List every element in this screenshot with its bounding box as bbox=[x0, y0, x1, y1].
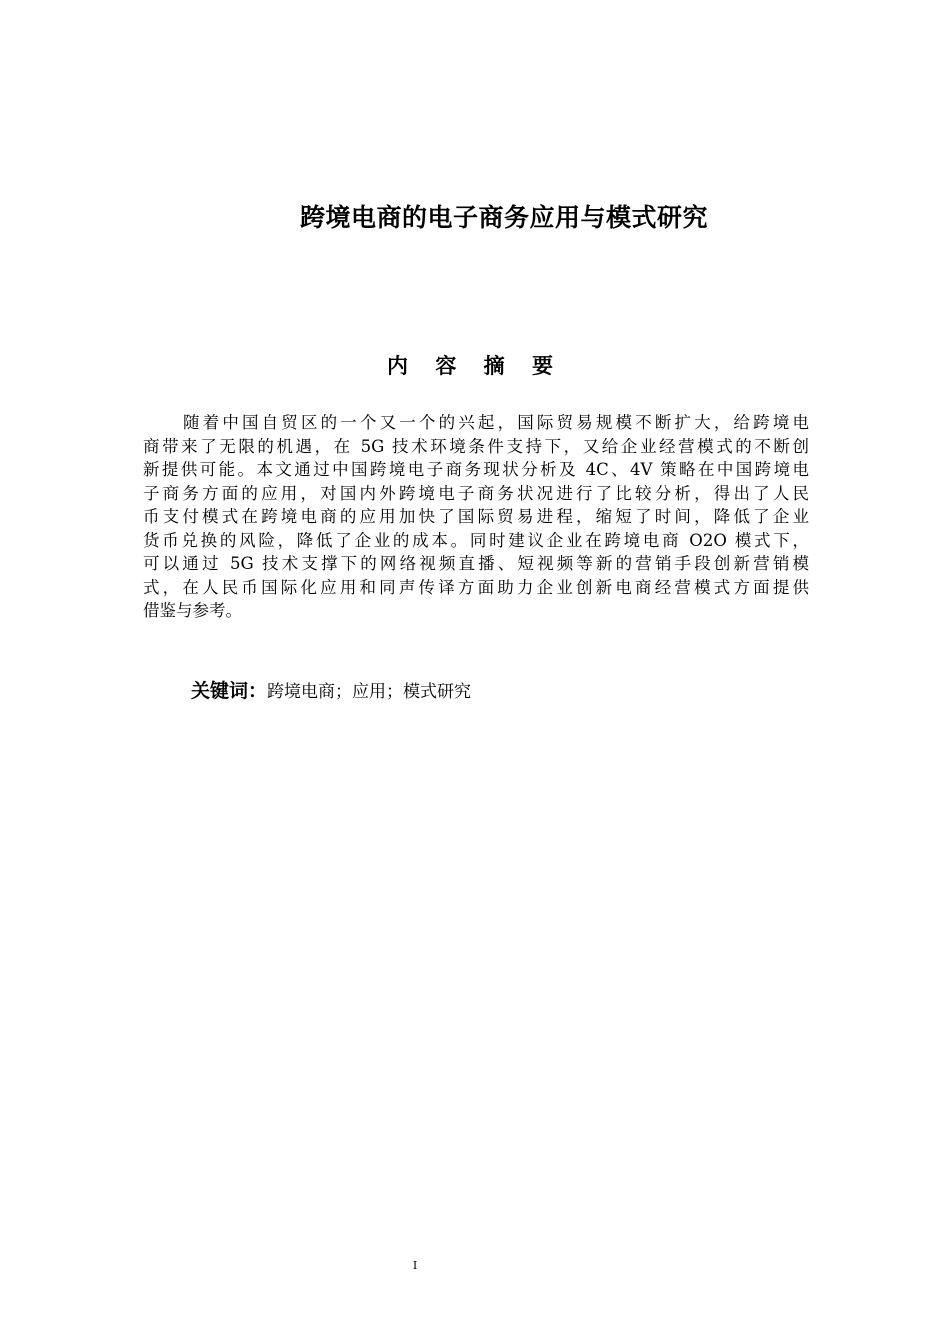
page-number: I bbox=[412, 1259, 418, 1272]
abstract-body bbox=[143, 411, 809, 623]
abstract-line: 随着中国自贸区的一个又一个的兴起，国际贸易规模不断扩大，给跨境电 bbox=[183, 413, 809, 432]
abstract-line: 可以通过 5G 技术支撑下的网络视频直播、短视频等新的营销手段创新营销模 bbox=[143, 554, 809, 573]
abstract-line: 新提供可能。本文通过中国跨境电子商务现状分析及 4C、4V 策略在中国跨境电 bbox=[143, 460, 809, 479]
abstract-heading: 内 容 摘 要 bbox=[387, 354, 563, 378]
abstract-line: 币支付模式在跨境电商的应用加快了国际贸易进程，缩短了时间，降低了企业 bbox=[143, 507, 809, 526]
keywords bbox=[191, 676, 471, 707]
abstract-line: 货币兑换的风险，降低了企业的成本。同时建议企业在跨境电商 O2O 模式下， bbox=[143, 530, 809, 550]
abstract-line: 子商务方面的应用，对国内外跨境电子商务状况进行了比较分析，得出了人民 bbox=[143, 483, 809, 503]
keywords-value: 跨境电商；应用；模式研究 bbox=[267, 682, 472, 702]
abstract-line: 商带来了无限的机遇，在 5G 技术环境条件支持下，又给企业经营模式的不断创 bbox=[143, 436, 809, 456]
document-title: 跨境电商的电子商务应用与模式研究 bbox=[299, 203, 708, 232]
keywords-label: 关键词： bbox=[191, 680, 268, 702]
abstract-line: 借鉴与参考。 bbox=[143, 601, 242, 620]
abstract-line: 式，在人民币国际化应用和同声传译方面助力企业创新电商经营模式方面提供 bbox=[143, 577, 809, 597]
